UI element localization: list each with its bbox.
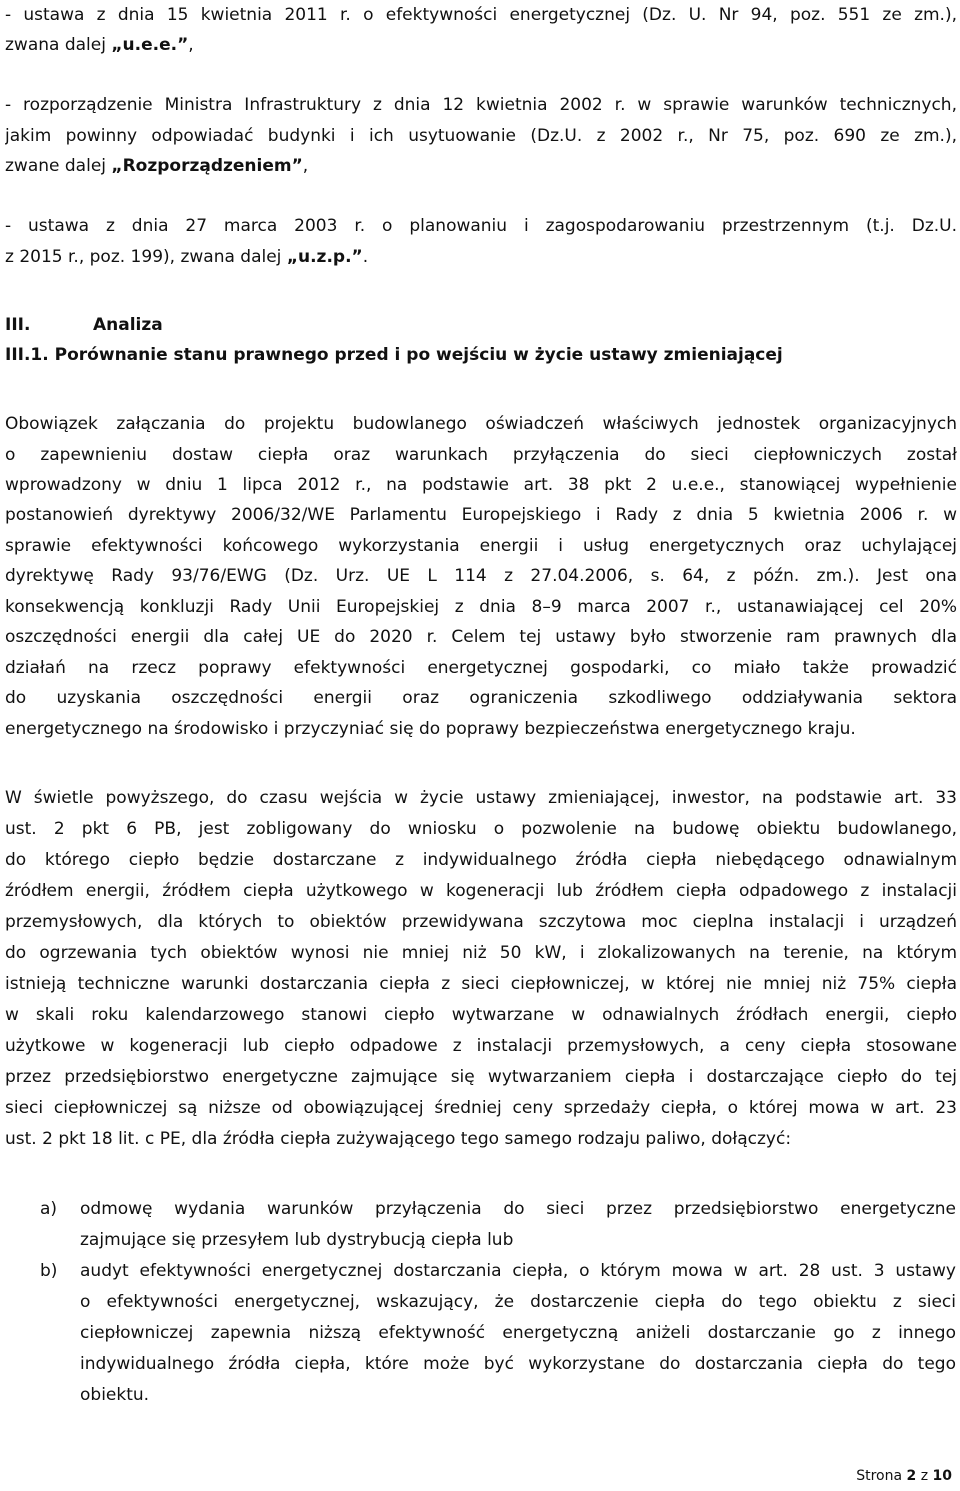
paragraph-line: ust. 2 pkt 18 lit. c PE, dla źródła ciepła zużywającego tego samego rodzaju paliwo, dołączyć: — [5, 1129, 792, 1149]
defined-term: „u.e.e.” — [111, 35, 189, 55]
definition-line: - rozporządzenie Ministra Infrastruktury z dnia 12 kwietnia 2002 r. w sprawie warunków technicznych, — [5, 95, 957, 115]
paragraph-line: postanowień dyrektywy 2006/32/WE Parlamentu Europejskiego i Rady z dnia 5 kwietnia 2006 r. w — [5, 505, 957, 525]
paragraph-line: przez przedsiębiorstwo energetyczne zajmujące się wytwarzaniem ciepła i dostarczające ciepło do tej — [5, 1067, 957, 1087]
list-item-line: odmowę wydania warunków przyłączenia do sieci przez przedsiębiorstwo energetyczne — [80, 1199, 956, 1219]
total-pages: 10 — [932, 1468, 952, 1484]
paragraph-line: sprawie efektywności końcowego wykorzystania energii i usług energetycznych oraz uchylającej — [5, 536, 957, 556]
list-item-label: a) — [40, 1199, 58, 1219]
definition-line: - ustawa z dnia 15 kwietnia 2011 r. o efektywności energetycznej (Dz. U. Nr 94, poz. 551 ze zm.), — [5, 5, 957, 25]
list-item-label: b) — [40, 1261, 58, 1281]
subsection-heading — [5, 340, 783, 370]
definition-tail — [5, 242, 957, 272]
paragraph-line: konsekwencją konkluzji Rady Unii Europejskiej z dnia 8–9 marca 2007 r., ustanawiającej cel 20% — [5, 597, 957, 617]
paragraph-line: działań na rzecz poprawy efektywności energetycznej gospodarki, co miało także prowadzić — [5, 658, 957, 678]
paragraph-line: o zapewnieniu dostaw ciepła oraz warunkach przyłączenia do sieci ciepłowniczych został — [5, 445, 957, 465]
defined-term: „Rozporządzeniem” — [111, 156, 303, 176]
paragraph-line: istnieją techniczne warunki dostarczania ciepła z sieci ciepłowniczej, w której nie mniej niż 75% ciepła — [5, 974, 957, 994]
list-item-line: indywidualnego źródła ciepła, które może być wykorzystane do dostarczania ciepła do tego — [80, 1354, 956, 1374]
paragraph-line: przemysłowych, dla których to obiektów przewidywana szczytowa moc cieplna instalacji i urządzeń — [5, 912, 957, 932]
page-separator: z — [920, 1468, 929, 1484]
page-number — [856, 1466, 952, 1486]
subsection-number: III.1. — [5, 345, 49, 365]
paragraph-line: dyrektywę Rady 93/76/EWG (Dz. Urz. UE L 114 z 27.04.2006, s. 64, z późn. zm.). Jest ona — [5, 566, 957, 586]
paragraph-line: do ogrzewania tych obiektów wynosi nie mniej niż 50 kW, i zlokalizowanych na terenie, na którym — [5, 943, 957, 963]
list-item-line: zajmujące się przesyłem lub dystrybucją ciepła lub — [80, 1230, 514, 1250]
section-number: III. — [5, 315, 31, 335]
paragraph-line: oszczędności energii dla całej UE do 2020 r. Celem tej ustawy było stworzenie ram prawnych dla — [5, 627, 957, 647]
section-heading — [5, 310, 163, 340]
paragraph-line: źródłem energii, źródłem ciepła użytkowego w kogeneracji lub źródłem ciepła odpadowego z instalacji — [5, 881, 957, 901]
paragraph-line: wprowadzony w dniu 1 lipca 2012 r., na podstawie art. 38 pkt 2 u.e.e., stanowiącej wypełnienie — [5, 475, 957, 495]
list-item-line: ciepłowniczej zapewnia niższą efektywność energetyczną aniżeli dostarczanie go z innego — [80, 1323, 956, 1343]
tail-suffix: , — [188, 35, 194, 55]
page-label: Strona — [856, 1468, 903, 1484]
list-item-line: o efektywności energetycznej, wskazujący, że dostarczenie ciepła do tego obiektu z sieci — [80, 1292, 956, 1312]
list-item-line: audyt efektywności energetycznej dostarczania ciepła, o którym mowa w art. 28 ust. 3 ustawy — [80, 1261, 956, 1281]
paragraph-line: energetycznego na środowisko i przyczyniać się do poprawy bezpieczeństwa energetycznego kraju. — [5, 719, 856, 739]
subsection-title: Porównanie stanu prawnego przed i po wejściu w życie ustawy zmieniającej — [54, 345, 783, 365]
tail-suffix: . — [362, 247, 369, 267]
paragraph-line: użytkowe w kogeneracji lub ciepło odpadowe z instalacji przemysłowych, a ceny ciepła stosowane — [5, 1036, 957, 1056]
paragraph-line: ust. 2 pkt 6 PB, jest zobligowany do wniosku o pozwolenie na budowę obiektu budowlanego, — [5, 819, 957, 839]
tail-prefix: zwana dalej — [5, 35, 112, 55]
list-item-line: obiektu. — [80, 1385, 150, 1405]
tail-prefix: z 2015 r., poz. 199), zwana dalej — [5, 247, 287, 267]
defined-term: „u.z.p.” — [286, 247, 363, 267]
tail-suffix: , — [302, 156, 309, 176]
definition-line: - ustawa z dnia 27 marca 2003 r. o planowaniu i zagospodarowaniu przestrzennym (t.j. Dz.U. — [5, 216, 957, 236]
current-page: 2 — [906, 1468, 917, 1484]
paragraph-line: do którego ciepło będzie dostarczane z indywidualnego źródła ciepła niebędącego odnawialnym — [5, 850, 957, 870]
paragraph-line: sieci ciepłowniczej są niższe od obowiązującej średniej ceny sprzedaży ciepła, o której mowa w art. 23 — [5, 1098, 957, 1118]
definition-line: jakim powinny odpowiadać budynki i ich usytuowanie (Dz.U. z 2002 r., Nr 75, poz. 690 ze zm.), — [5, 126, 957, 146]
section-title: Analiza — [93, 315, 163, 335]
paragraph-line: Obowiązek załączania do projektu budowlanego oświadczeń właściwych jednostek organizacyjnych — [5, 414, 957, 434]
definition-tail — [5, 151, 957, 181]
definition-tail — [5, 30, 957, 60]
paragraph-line: W świetle powyższego, do czasu wejścia w życie ustawy zmieniającej, inwestor, na podstawie art. 33 — [5, 788, 957, 808]
tail-prefix: zwane dalej — [5, 156, 112, 176]
paragraph-line: do uzyskania oszczędności energii oraz ograniczenia szkodliwego oddziaływania sektora — [5, 688, 957, 708]
paragraph-line: w skali roku kalendarzowego stanowi ciepło wytwarzane w odnawialnych źródłach energii, ciepło — [5, 1005, 957, 1025]
